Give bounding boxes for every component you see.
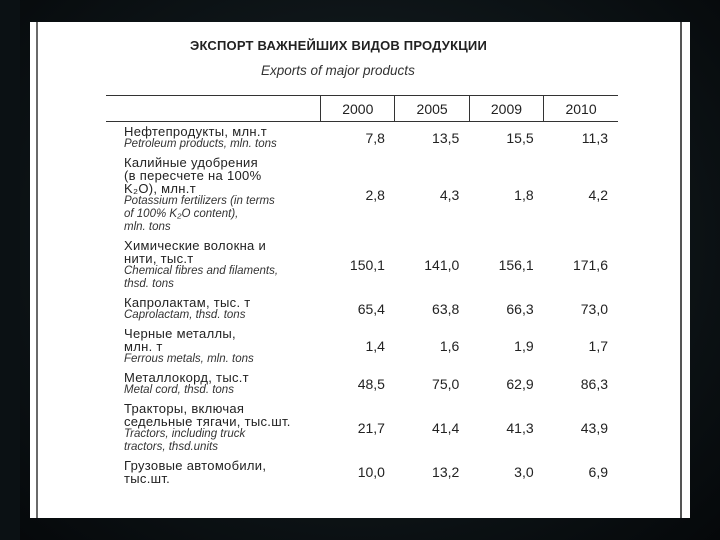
table-row xyxy=(106,399,618,456)
product-name-russian: (в пересчете на 100% xyxy=(124,168,262,183)
header-row xyxy=(106,96,618,122)
product-name-russian: нити, тыс.т xyxy=(124,251,194,266)
product-name-english: Metal cord, thsd. tons xyxy=(124,384,234,396)
value-cell: 13,5 xyxy=(432,129,460,146)
page-border-left xyxy=(36,22,38,518)
value-cell: 15,5 xyxy=(506,129,534,146)
document-page xyxy=(30,22,690,518)
value-cell: 41,4 xyxy=(432,419,460,436)
value-cell: 1,7 xyxy=(588,338,608,354)
value-cell: 41,3 xyxy=(506,419,534,436)
value-cell: 11,3 xyxy=(581,129,608,146)
value-cell: 156,1 xyxy=(498,256,534,273)
value-cell: 43,9 xyxy=(580,419,608,436)
product-name-english: Chemical fibres and filaments, xyxy=(124,265,279,277)
value-cell: 171,6 xyxy=(572,256,608,273)
year-header: 2000 xyxy=(321,96,395,122)
table-row xyxy=(106,153,618,236)
header-corner xyxy=(106,96,321,122)
product-name-russian: Капролактам, тыс. т xyxy=(124,295,251,310)
slide-background-strip xyxy=(0,0,20,540)
product-name-english: Tractors, including truck xyxy=(124,428,246,440)
table-title-russian: ЭКСПОРТ ВАЖНЕЙШИХ ВИДОВ ПРОДУКЦИИ xyxy=(190,38,487,53)
value-cell: 1,4 xyxy=(365,338,385,354)
product-name-russian: K₂O), млн.т xyxy=(124,181,196,196)
value-cell: 2,8 xyxy=(365,186,385,203)
product-name-russian: Калийные удобрения xyxy=(124,155,258,170)
value-cell: 4,3 xyxy=(439,186,460,203)
table-title-english: Exports of major products xyxy=(261,63,415,78)
table-row xyxy=(106,368,618,399)
value-cell: 73,0 xyxy=(580,300,608,317)
product-label xyxy=(106,153,321,236)
value-cell: 141,0 xyxy=(424,256,460,273)
value-cell: 4,2 xyxy=(588,186,608,203)
table-row xyxy=(106,456,618,487)
product-name-english: Caprolactam, thsd. tons xyxy=(124,309,246,321)
product-name-russian: Нефтепродукты, млн.т xyxy=(124,124,267,139)
product-name-english: of 100% K₂O content), xyxy=(124,208,239,220)
product-name-russian: тыс.шт. xyxy=(124,471,171,486)
year-header: 2010 xyxy=(544,96,618,122)
table-row xyxy=(106,122,618,154)
value-cell: 63,8 xyxy=(432,300,460,317)
product-label xyxy=(106,399,321,456)
value-cell: 1,6 xyxy=(439,338,460,354)
value-cell: 150,1 xyxy=(349,256,385,273)
value-cell: 66,3 xyxy=(506,300,534,317)
product-name-russian: Тракторы, включая xyxy=(124,401,245,416)
product-label xyxy=(106,324,321,368)
value-cell: 6,9 xyxy=(588,463,608,480)
product-label xyxy=(106,236,321,293)
product-label xyxy=(106,368,321,399)
product-name-russian: Металлокорд, тыс.т xyxy=(124,370,249,385)
value-cell: 21,7 xyxy=(357,419,385,436)
value-cell: 10,0 xyxy=(357,463,385,480)
table-row xyxy=(106,293,618,324)
table-row xyxy=(106,236,618,293)
product-name-russian: Химические волокна и xyxy=(124,238,267,253)
product-label xyxy=(106,456,321,487)
product-label xyxy=(106,122,321,154)
value-cell: 62,9 xyxy=(506,375,534,392)
product-label xyxy=(106,293,321,324)
product-name-english: tractors, thsd.units xyxy=(124,441,218,453)
value-cell: 13,2 xyxy=(432,463,460,480)
value-cell: 7,8 xyxy=(365,129,385,146)
product-name-russian: Черные металлы, xyxy=(124,326,236,341)
year-header: 2005 xyxy=(395,96,469,122)
value-cell: 75,0 xyxy=(432,375,460,392)
value-cell: 1,8 xyxy=(514,186,534,203)
page-border-right xyxy=(680,22,682,518)
year-header: 2009 xyxy=(469,96,543,122)
value-cell: 1,9 xyxy=(514,338,534,354)
product-name-russian: Грузовые автомобили, xyxy=(124,458,267,473)
product-name-russian: млн. т xyxy=(124,339,163,354)
product-name-english: Potassium fertilizers (in terms xyxy=(124,195,275,207)
product-name-english: mln. tons xyxy=(124,221,171,233)
value-cell: 48,5 xyxy=(357,375,385,392)
product-name-russian: седельные тягачи, тыс.шт. xyxy=(124,414,291,429)
value-cell: 3,0 xyxy=(514,463,534,480)
product-name-english: Petroleum products, mln. tons xyxy=(124,138,277,150)
table-row xyxy=(106,324,618,368)
product-name-english: Ferrous metals, mln. tons xyxy=(124,353,254,365)
product-name-english: thsd. tons xyxy=(124,278,174,290)
value-cell: 65,4 xyxy=(357,300,385,317)
value-cell: 86,3 xyxy=(580,375,608,392)
exports-table xyxy=(106,95,618,487)
